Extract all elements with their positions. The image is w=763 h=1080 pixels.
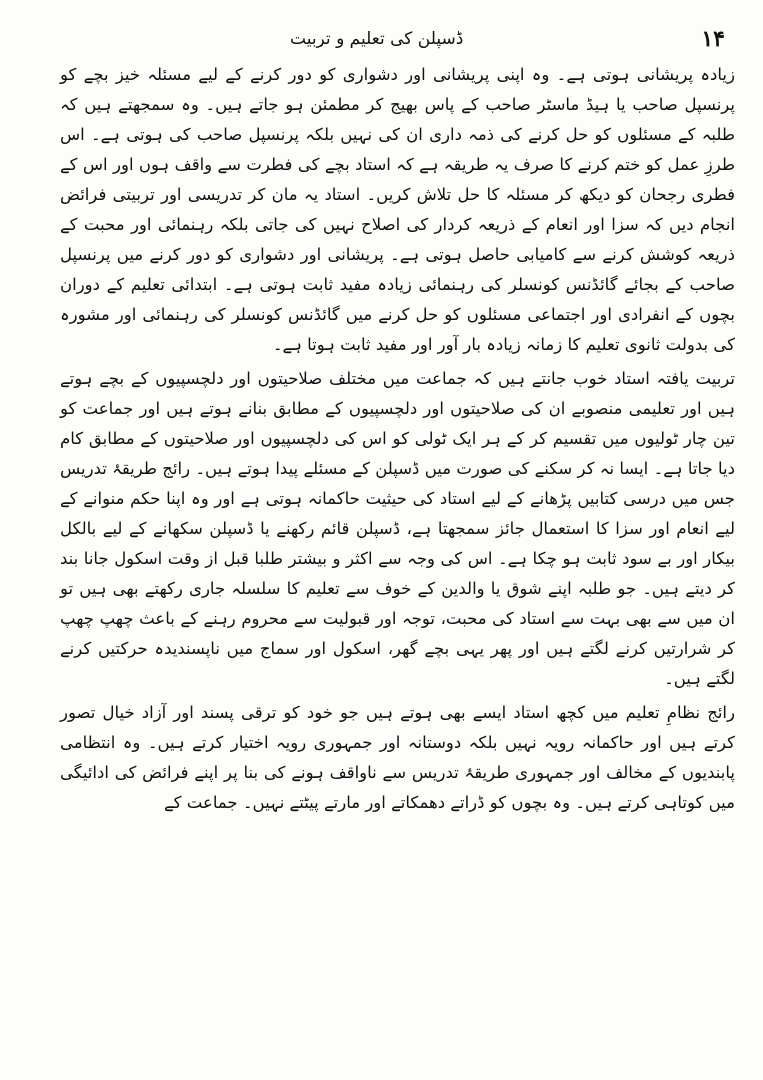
- page-number: ۱۴: [701, 26, 725, 52]
- paragraph-1: زیادہ پریشانی ہوتی ہے۔ وہ اپنی پریشانی اور دشواری کو دور کرنے کے لیے مسئلہ خیز بچے کو پرنسپل صاحب یا ہیڈ ماسٹر صاحب کے پاس بھیج کر مطمئن ہو جاتے ہیں۔ وہ سمجھتے ہیں کہ طلبہ کے مسئلوں کو حل کرنے کی ذمہ داری ان کی نہیں بلکہ پرنسپل صاحب کی ہوتی ہے۔ اس طرزِ عمل کو ختم کرنے کا صرف یہ طریقہ ہے کہ استاد بچے کی فطرت سے واقف ہوں اور اس کے فطری رجحان کو دیکھ کر مسئلہ کا حل تلاش کریں۔ استاد یہ مان کر تدریسی اور تربیتی فرائض انجام دیں کہ سزا اور انعام کے ذریعہ کردار کی اصلاح نہیں کی جاتی بلکہ رہنمائی اور محبت کے ذریعہ کوشش کرنے سے کامیابی حاصل ہوتی ہے۔ پریشانی اور دشواری کو دور کرنے میں پرنسپل صاحب کے بجائے گائڈنس کونسلر کی رہنمائی زیادہ مفید ثابت ہوتی ہے۔ ابتدائی تعلیم کے دوران بچوں کے انفرادی اور اجتماعی مسئلوں کو حل کرنے میں گائڈنس کونسلر کی رہنمائی اور مشورہ کی بدولت ثانوی تعلیم کا زمانہ زیادہ بار آور اور مفید ثابت ہوتا ہے۔: [60, 65, 735, 354]
- paragraph-2: تربیت یافتہ استاد خوب جانتے ہیں کہ جماعت میں مختلف صلاحیتوں اور دلچسپیوں کے بچے ہوتے ہیں اور تعلیمی منصوبے ان کی صلاحیتوں اور دلچسپیوں کے مطابق بنانے ہوتے ہیں اور جماعت کو تین چار ٹولیوں میں تقسیم کر کے ہر ایک ٹولی کو اس کی دلچسپیوں اور صلاحیتوں کے مطابق کام دیا جاتا ہے۔ ایسا نہ کر سکنے کی صورت میں ڈسپلن کے مسئلے پیدا ہوتے ہیں۔ رائج طریقۂ تدریس جس میں درسی کتابیں پڑھانے کے لیے استاد کی حیثیت حاکمانہ ہوتی ہے اور وہ اپنا حکم منوانے کے لیے انعام اور سزا کا استعمال جائز سمجھتا ہے، ڈسپلن قائم رکھنے یا ڈسپلن سکھانے کے لیے بالکل بیکار اور بے سود ثابت ہو چکا ہے۔ اس کی وجہ سے اکثر و بیشتر طلبا قبل از وقت اسکول جانا بند کر دیتے ہیں۔ جو طلبہ اپنے شوق یا والدین کے خوف سے تعلیم کا سلسلہ جاری رکھتے بھی ہیں تو ان میں سے بھی بہت سے استاد کی محبت، توجہ اور قبولیت سے محروم رہنے کے باعث چھپ چھپ کر شرارتیں کرنے لگتے ہیں اور پھر یہی بچے گھر، اسکول اور سماج میں ناپسندیدہ حرکتیں کرنے لگتے ہیں۔: [60, 369, 735, 688]
- page-header: [60, 24, 735, 54]
- body-text: [60, 60, 735, 822]
- paragraph-3: رائج نظامِ تعلیم میں کچھ استاد ایسے بھی ہوتے ہیں جو خود کو ترقی پسند اور آزاد خیال تصور کرتے ہیں اور حاکمانہ رویہ نہیں بلکہ دوستانہ اور جمہوری رویہ اختیار کرتے ہیں۔ وہ انتظامی پابندیوں کے مخالف اور جمہوری طریقۂ تدریس سے ناواقف ہونے کی بنا پر اپنے فرائض کی ادائیگی میں کوتاہی کرتے ہیں۔ وہ بچوں کو ڈراتے دھمکاتے اور مارتے پیٹتے نہیں۔ جماعت کے: [60, 703, 735, 812]
- running-title: ڈسپلن کی تعلیم و تربیت: [290, 29, 464, 49]
